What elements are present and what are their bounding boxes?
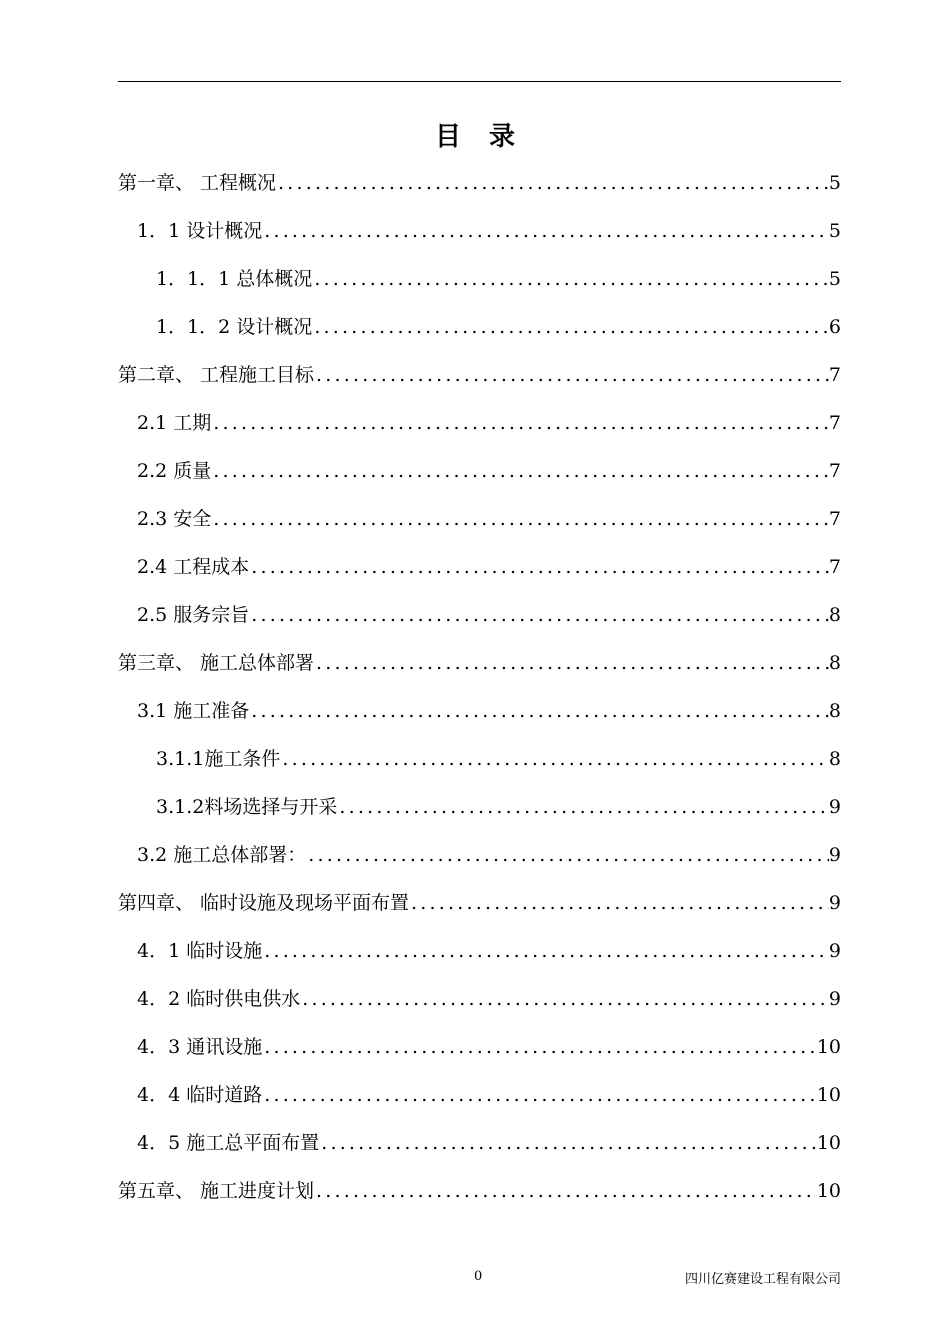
toc-entry[interactable] [137, 1081, 841, 1109]
toc-entry-label: 3.2 施工总体部署： [137, 844, 307, 866]
toc-entry[interactable] [118, 361, 841, 389]
toc-entry-label: 3.1 施工准备 [137, 700, 250, 722]
toc-entry-page: 5 [828, 172, 841, 194]
toc-leader-dots [211, 457, 829, 485]
toc-entry-page: 9 [828, 940, 841, 962]
toc-entry[interactable] [137, 697, 841, 725]
toc-entry-label: 2.3 安全 [137, 508, 212, 530]
toc-entry-page: 7 [828, 556, 841, 578]
toc-entry[interactable] [156, 793, 841, 821]
toc-entry[interactable] [156, 265, 841, 293]
header-rule [118, 81, 841, 82]
toc-entry-page: 10 [816, 1180, 841, 1202]
toc-entry-page: 10 [816, 1036, 841, 1058]
toc-entry[interactable] [137, 553, 841, 581]
toc-leader-dots [262, 1033, 817, 1061]
toc-entry-label: 3.1.2料场选择与开采 [156, 796, 338, 818]
toc-entry-label: 第二章、 工程施工目标 [118, 364, 315, 386]
toc-entry[interactable] [137, 937, 841, 965]
toc-entry[interactable] [156, 313, 841, 341]
title-char-1: 目 [434, 122, 461, 152]
toc-entry-label: 1．1 设计概况 [137, 220, 263, 242]
toc-leader-dots [314, 361, 829, 389]
toc-entry-page: 9 [828, 844, 841, 866]
toc-leader-dots [312, 313, 829, 341]
toc-leader-dots [306, 841, 829, 869]
toc-leader-dots [314, 1177, 817, 1205]
toc-leader-dots [211, 505, 829, 533]
toc-entry-page: 8 [828, 748, 841, 770]
page-number: 0 [474, 1269, 483, 1284]
toc-leader-dots [249, 697, 829, 725]
toc-entry-label: 2.2 质量 [137, 460, 212, 482]
toc-entry-page: 5 [828, 268, 841, 290]
toc-entry[interactable] [137, 457, 841, 485]
toc-entry-label: 第五章、 施工进度计划 [118, 1180, 315, 1202]
toc-entry[interactable] [137, 505, 841, 533]
toc-entry-page: 7 [828, 412, 841, 434]
toc-entry-label: 4．1 临时设施 [137, 940, 263, 962]
toc-entry[interactable] [137, 985, 841, 1013]
toc-title [0, 116, 950, 153]
toc-entry-label: 1．1．1 总体概况 [156, 268, 313, 290]
toc-entry[interactable] [118, 649, 841, 677]
toc-leader-dots [249, 601, 829, 629]
toc-entry-label: 第四章、 临时设施及现场平面布置 [118, 892, 410, 914]
toc-leader-dots [319, 1129, 817, 1157]
toc-entry-page: 6 [828, 316, 841, 338]
toc-entry-label: 4．3 通讯设施 [137, 1036, 263, 1058]
toc-leader-dots [312, 265, 829, 293]
toc-entry-label: 4．4 临时道路 [137, 1084, 263, 1106]
toc-entry[interactable] [137, 1033, 841, 1061]
toc-leader-dots [262, 937, 829, 965]
toc-leader-dots [337, 793, 829, 821]
toc-entry-page: 9 [828, 988, 841, 1010]
toc-leader-dots [249, 553, 829, 581]
toc-entry-label: 2.1 工期 [137, 412, 212, 434]
toc-entry-page: 9 [828, 892, 841, 914]
toc-leader-dots [280, 745, 829, 773]
toc-entry-label: 2.4 工程成本 [137, 556, 250, 578]
toc-entry-page: 7 [828, 460, 841, 482]
toc-entry[interactable] [137, 601, 841, 629]
toc-leader-dots [211, 409, 829, 437]
company-name: 四川亿赛建设工程有限公司 [684, 1272, 841, 1287]
toc-entry[interactable] [118, 169, 841, 197]
title-char-2: 录 [489, 122, 516, 152]
toc-leader-dots [262, 217, 829, 245]
toc-entry[interactable] [156, 745, 841, 773]
toc-leader-dots [314, 649, 829, 677]
toc-entry-label: 第一章、 工程概况 [118, 172, 277, 194]
toc-entry-page: 7 [828, 364, 841, 386]
toc-entry[interactable] [137, 1129, 841, 1157]
toc-entry[interactable] [137, 409, 841, 437]
toc-entry[interactable] [118, 889, 841, 917]
toc-entry-page: 7 [828, 508, 841, 530]
toc-leader-dots [300, 985, 829, 1013]
toc-leader-dots [262, 1081, 817, 1109]
toc-leader-dots [409, 889, 829, 917]
toc-entry-label: 2.5 服务宗旨 [137, 604, 250, 626]
toc-entry-label: 4．5 施工总平面布置 [137, 1132, 320, 1154]
toc-entry-label: 3.1.1施工条件 [156, 748, 281, 770]
toc-entry-page: 8 [828, 604, 841, 626]
toc-entry[interactable] [137, 841, 841, 869]
toc-leader-dots [276, 169, 829, 197]
toc-entry-label: 1．1．2 设计概况 [156, 316, 313, 338]
toc-entry-page: 8 [828, 700, 841, 722]
toc-entry-label: 第三章、 施工总体部署 [118, 652, 315, 674]
toc-entry-page: 9 [828, 796, 841, 818]
toc-entry[interactable] [118, 1177, 841, 1205]
toc-entry-page: 8 [828, 652, 841, 674]
toc-entry-page: 10 [816, 1084, 841, 1106]
toc-entry-label: 4．2 临时供电供水 [137, 988, 301, 1010]
toc-entry[interactable] [137, 217, 841, 245]
toc-entry-page: 10 [816, 1132, 841, 1154]
toc-entry-page: 5 [828, 220, 841, 242]
